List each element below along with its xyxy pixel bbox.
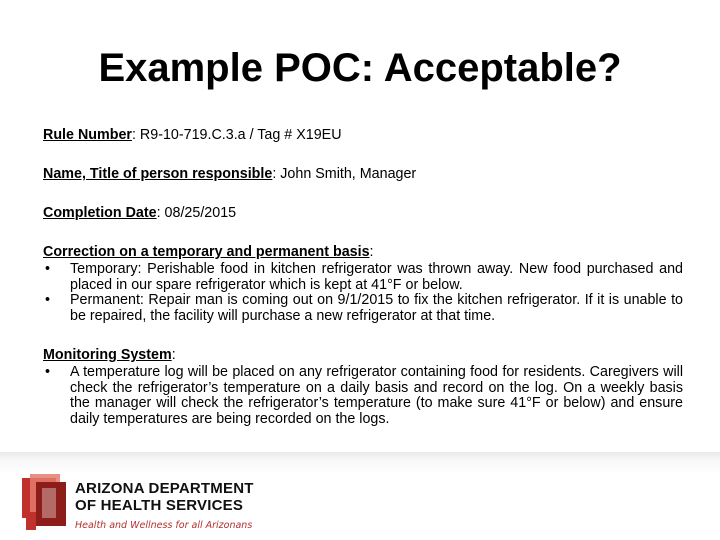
- monitoring-list: [43, 365, 683, 427]
- rule-number-label: Rule Number: [43, 127, 132, 143]
- list-item: [43, 293, 683, 324]
- completion-date-label: Completion Date: [43, 205, 157, 221]
- correction-permanent-text: Permanent: Repair man is coming out on 9/1/2015 to fix the kitchen refrigerator. If it is unable to be repaired, the facility will purchase a new refrigerator at that time.: [70, 292, 683, 324]
- monitoring-label: Monitoring System: [43, 347, 172, 363]
- rule-number-value: : R9-10-719.C.3.a / Tag # X19EU: [131, 127, 342, 143]
- completion-date-field: [43, 205, 683, 221]
- responsible-person-field: [43, 166, 683, 182]
- slide-title: Example POC: Acceptable?: [98, 46, 622, 90]
- org-name-line1: ARIZONA DEPARTMENT: [75, 480, 254, 497]
- bullet-icon: •: [45, 364, 51, 380]
- bullet-icon: •: [45, 261, 51, 277]
- slide-content: [43, 127, 683, 450]
- org-name: [75, 480, 254, 514]
- correction-temporary-text: Temporary: Perishable food in kitchen refrigerator was thrown away. New food purchased and placed in our spare refrigerator which is kept at 41°F or below.: [70, 261, 683, 293]
- monitoring-text: A temperature log will be placed on any refrigerator containing food for residents. Caregivers will check the refrigerator’s temperature on a daily basis and record on the log. On a weekly basis the manager will check the refrigerator’s temperature (to make sure 41°F or below) and ensure daily temperatures are being recorded on the logs.: [70, 364, 683, 427]
- monitoring-section: [43, 347, 683, 427]
- responsible-person-label: Name, Title of person responsible: [43, 166, 273, 182]
- list-item: [43, 365, 683, 427]
- list-item: [43, 262, 683, 293]
- completion-date-value: : 08/25/2015: [156, 205, 237, 221]
- monitoring-heading: [43, 347, 683, 363]
- responsible-person-value: : John Smith, Manager: [272, 166, 417, 182]
- correction-list: [43, 262, 683, 324]
- correction-section: [43, 244, 683, 324]
- rule-number-field: [43, 127, 683, 143]
- correction-label: Correction on a temporary and permanent basis: [43, 244, 370, 260]
- tagline: Health and Wellness for all Arizonans: [75, 520, 253, 531]
- monitoring-colon: :: [171, 347, 176, 363]
- correction-heading: [43, 244, 683, 260]
- correction-colon: :: [369, 244, 374, 260]
- azdhs-logo-icon: [22, 474, 70, 530]
- bullet-icon: •: [45, 292, 51, 308]
- org-name-line2: OF HEALTH SERVICES: [75, 497, 244, 514]
